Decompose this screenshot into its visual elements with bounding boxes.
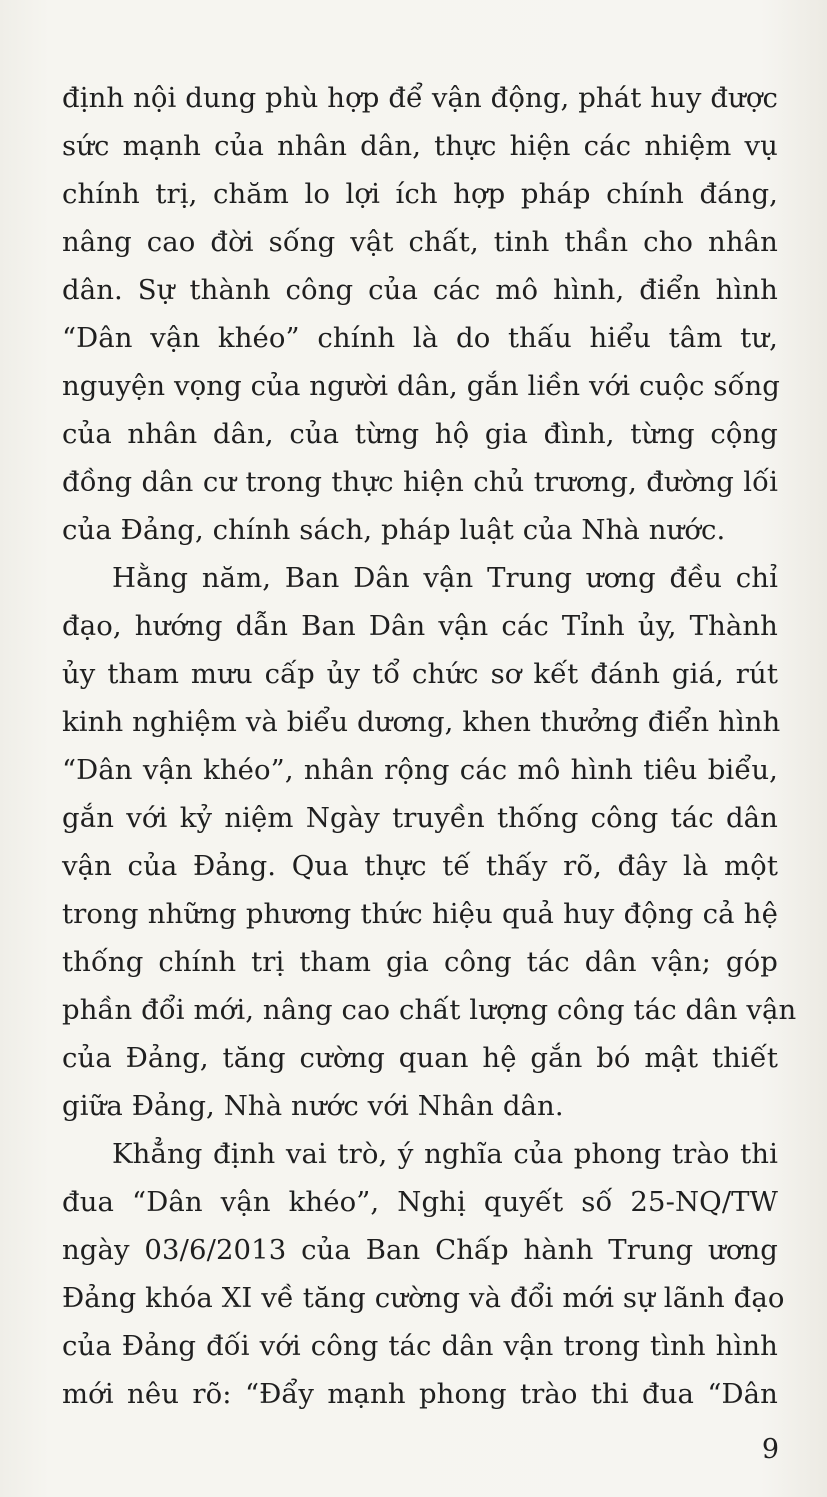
text-line: đạo, hướng dẫn Ban Dân vận các Tỉnh ủy, Thành xyxy=(62,610,778,642)
text-line: nguyện vọng của người dân, gắn liền với cuộc sống xyxy=(62,370,781,402)
text-line: “Dân vận khéo” chính là do thấu hiểu tâm tư, xyxy=(62,322,778,354)
text-line: thống chính trị tham gia công tác dân vận; góp xyxy=(62,946,778,978)
text-line: chính trị, chăm lo lợi ích hợp pháp chính đáng, xyxy=(62,178,778,210)
text-line: sức mạnh của nhân dân, thực hiện các nhiệm vụ xyxy=(62,130,778,162)
paragraph-first-line: Khẳng định vai trò, ý nghĩa của phong trào thi xyxy=(112,1138,778,1170)
page-number: 9 xyxy=(761,1434,779,1465)
text-line: của Đảng đối với công tác dân vận trong tình hình xyxy=(62,1330,778,1362)
text-line: Đảng khóa XI về tăng cường và đổi mới sự lãnh đạo xyxy=(62,1282,785,1314)
text-line: vận của Đảng. Qua thực tế thấy rõ, đây là một xyxy=(62,850,778,882)
paragraph-first-line: Hằng năm, Ban Dân vận Trung ương đều chỉ xyxy=(112,562,778,594)
text-line: mới nêu rõ: “Đẩy mạnh phong trào thi đua “Dân xyxy=(62,1378,778,1410)
text-line: giữa Đảng, Nhà nước với Nhân dân. xyxy=(62,1090,564,1122)
text-line: ủy tham mưu cấp ủy tổ chức sơ kết đánh giá, rút xyxy=(62,658,778,690)
body-text xyxy=(62,74,797,1418)
text-line: của Đảng, tăng cường quan hệ gắn bó mật thiết xyxy=(62,1042,778,1074)
text-line: kinh nghiệm và biểu dương, khen thưởng điển hình xyxy=(62,706,781,738)
text-line: gắn với kỷ niệm Ngày truyền thống công tác dân xyxy=(62,802,778,834)
text-line: đồng dân cư trong thực hiện chủ trương, đường lối xyxy=(62,466,778,498)
text-line: dân. Sự thành công của các mô hình, điển hình xyxy=(62,274,778,306)
text-line: phần đổi mới, nâng cao chất lượng công tác dân vận xyxy=(62,994,797,1026)
text-line: nâng cao đời sống vật chất, tinh thần cho nhân xyxy=(62,226,778,258)
text-line: của nhân dân, của từng hộ gia đình, từng cộng xyxy=(62,418,778,450)
text-line: “Dân vận khéo”, nhân rộng các mô hình tiêu biểu, xyxy=(62,754,778,786)
text-line: đua “Dân vận khéo”, Nghị quyết số 25-NQ/TW xyxy=(62,1186,778,1218)
text-line: của Đảng, chính sách, pháp luật của Nhà nước. xyxy=(62,514,726,546)
text-line: định nội dung phù hợp để vận động, phát huy được xyxy=(62,82,778,114)
text-line: trong những phương thức hiệu quả huy động cả hệ xyxy=(62,898,778,930)
text-line: ngày 03/6/2013 của Ban Chấp hành Trung ương xyxy=(62,1234,778,1266)
